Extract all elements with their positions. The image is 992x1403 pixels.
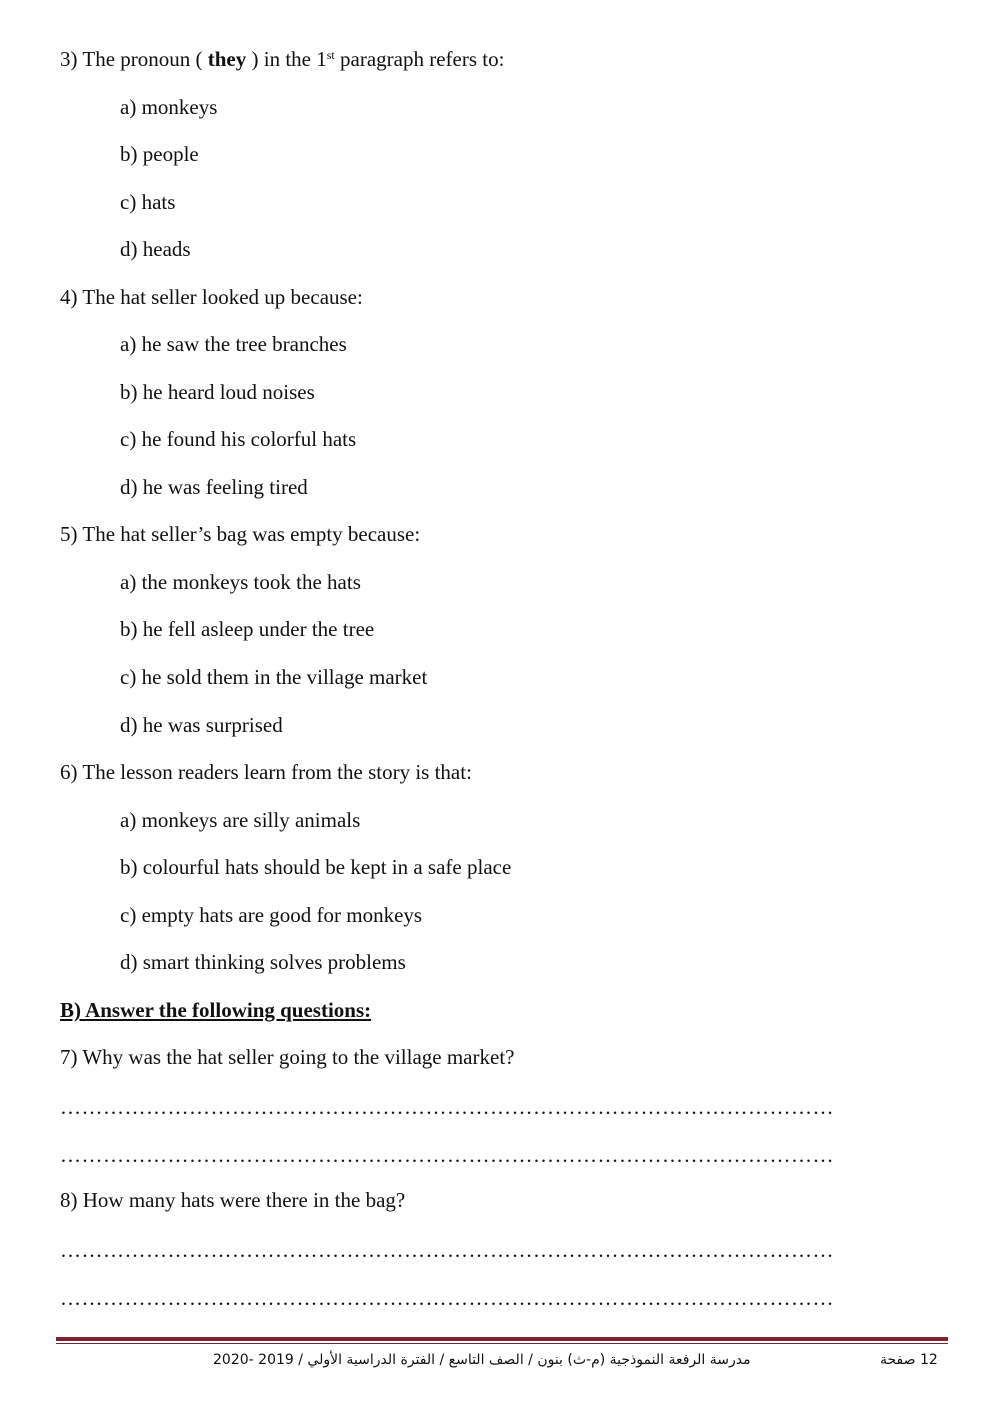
question-3: 3) The pronoun ( they ) in the 1st paragraph refers to: [60, 47, 505, 71]
question-4-option-c: c) he found his colorful hats [120, 427, 357, 451]
section-b-heading: B) Answer the following questions: [60, 998, 372, 1022]
question-4-option-d: d) he was feeling tired [120, 475, 308, 499]
question-6-option-a: a) monkeys are silly animals [120, 808, 361, 832]
question-5: 5) The hat seller’s bag was empty because: [60, 522, 421, 546]
question-3-option-d: d) heads [120, 237, 191, 261]
question-5-option-d: d) he was surprised [120, 713, 283, 737]
question-3-option-a: a) monkeys [120, 95, 218, 119]
question-3-bold-word: they [207, 47, 247, 71]
answer-line-7-2[interactable]: ……………………………………………………………………………………………… [60, 1143, 834, 1167]
question-7: 7) Why was the hat seller going to the village market? [60, 1045, 515, 1069]
question-3-option-c: c) hats [120, 190, 176, 214]
question-4: 4) The hat seller looked up because: [60, 285, 363, 309]
question-4-option-a: a) he saw the tree branches [120, 332, 347, 356]
question-5-option-a: a) the monkeys took the hats [120, 570, 361, 594]
footer-divider-thin [56, 1343, 948, 1344]
question-5-option-b: b) he fell asleep under the tree [120, 617, 375, 641]
footer-page-number: 12 صفحة [880, 1352, 938, 1368]
question-8: 8) How many hats were there in the bag? [60, 1188, 406, 1212]
question-6-option-d: d) smart thinking solves problems [120, 950, 406, 974]
answer-line-8-2[interactable]: ……………………………………………………………………………………………… [60, 1286, 834, 1310]
footer-school-line: مدرسة الرفعة النموذجية (م-ث) بنون / الصف التاسع / الفترة الدراسية الأولي / 2019 -2020 [213, 1352, 751, 1368]
question-6: 6) The lesson readers learn from the story is that: [60, 760, 472, 784]
question-5-option-c: c) he sold them in the village market [120, 665, 428, 689]
footer-divider-thick [56, 1337, 948, 1341]
question-3-option-b: b) people [120, 142, 199, 166]
question-4-option-b: b) he heard loud noises [120, 380, 315, 404]
question-6-option-c: c) empty hats are good for monkeys [120, 903, 423, 927]
answer-line-8-1[interactable]: ……………………………………………………………………………………………… [60, 1238, 834, 1262]
question-6-option-b: b) colourful hats should be kept in a safe place [120, 855, 512, 879]
answer-line-7-1[interactable]: ……………………………………………………………………………………………… [60, 1095, 834, 1119]
ordinal-suffix: st [326, 48, 335, 62]
